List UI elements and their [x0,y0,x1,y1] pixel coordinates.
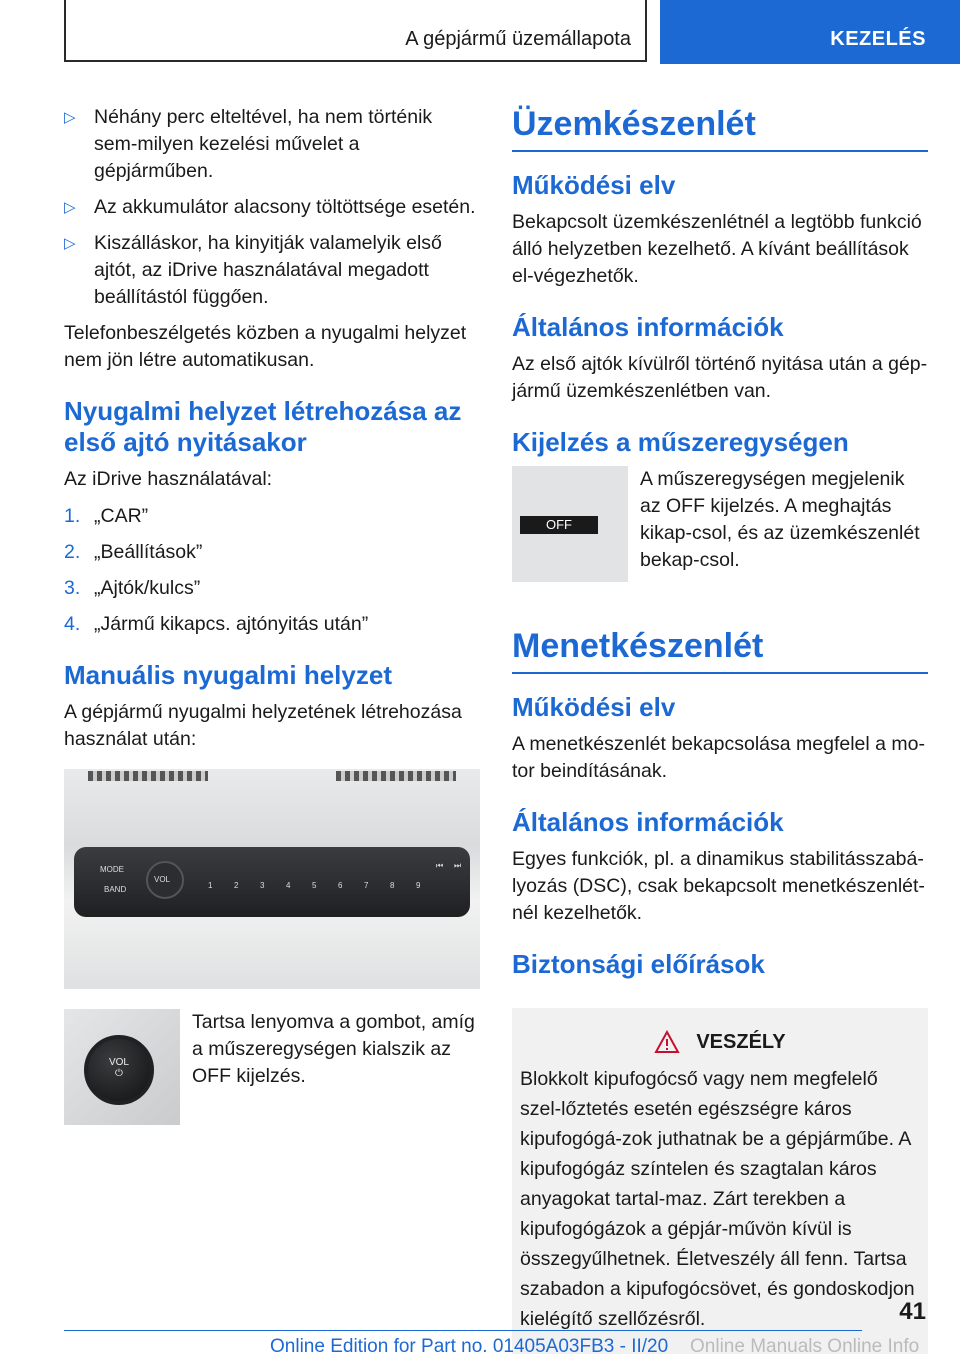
header-title: A gépjármű üzemállapota [405,28,631,50]
preset-key: 6 [338,881,343,890]
danger-text: Blokkolt kipufogócső vagy nem megfelelő szel-lőztetés esetén egészségre káros kipufogógá-zok juthatnak be a gépjárműbe. A kipufogógáz színtelen és szagtalan káros anyagokat tartal-maz. Zárt terekben a kipufogógázok a gépjár-művön kívül is összegyűlhetnek. Életveszély áll fenn. Tartsa szabadon a kipufogócsövet, és gondoskodjon kielégítő szellőzésről. [520,1068,915,1330]
step-item: 2. „Beállítások” [64,541,203,563]
watermark: Online Manuals Online Info [690,1336,920,1357]
danger-header [520,1030,920,1054]
bullet-item: ▷ Az akkumulátor alacsony töltöttsége esetén. [64,194,480,221]
bullet-list [64,104,480,311]
header-section-box [660,0,960,64]
triangle-bullet-icon: ▷ [64,109,76,126]
heading-general-1: Általános információk [512,312,784,342]
preset-key: 3 [260,881,265,890]
mode-key: MODE [100,865,124,874]
general-1-text: Az első ajtók kívülről történő nyitása után a gép-jármű üzemkészenlétben van. [512,353,928,402]
header-title-box [64,0,647,62]
heading-display: Kijelzés a műszeregységen [512,427,849,457]
manual-sleep-text: A gépjármű nyugalmi helyzetének létrehozása használat után: [64,701,462,750]
off-badge: OFF [520,516,598,534]
band-key: BAND [104,885,127,894]
left-column [64,104,480,1125]
vol-key: VOL [154,875,171,884]
heading-manual-sleep: Manuális nyugalmi helyzet [64,660,392,690]
step-item: 4. „Jármű kikapcs. ajtónyitás után” [64,613,369,635]
off-display-image [512,466,628,582]
page-number: 41 [899,1298,926,1325]
heading-principle-1: Működési elv [512,170,676,200]
air-vent [88,771,208,781]
preset-key: 1 [208,881,213,890]
step-item: 3. „Ajtók/kulcs” [64,577,201,599]
warning-triangle-icon [654,1030,680,1054]
preset-key: 5 [312,881,317,890]
principle-2-text: A menetkészenlét bekapcsolása megfelel a mo-tor beindításának. [512,733,925,782]
preset-key: 2 [234,881,239,890]
bullet-item: ▷ Néhány perc elteltével, ha nem történik sem-milyen kezelési művelet a gépjárműben. [64,106,433,182]
volume-knob-photo [64,1009,180,1125]
danger-title: VESZÉLY [696,1030,786,1053]
next-track-key: ⏭ [454,861,462,870]
heading-general-2: Általános információk [512,807,784,837]
heading-principle-2: Működési elv [512,692,676,722]
footer-divider [64,1330,862,1331]
heading-drive-ready: Menetkészenlét [512,626,928,674]
knob-instruction-text: Tartsa lenyomva a gombot, amíg a műszeregységen kialszik az OFF kijelzés. [192,1011,475,1087]
general-2-text: Egyes funkciók, pl. a dinamikus stabilitásszabá-lyozás (DSC), csak bekapcsolt menetkészenlét-nél kezelhetők. [512,848,925,924]
preset-key: 8 [390,881,395,890]
right-column [512,104,928,1354]
step-item: 1. „CAR” [64,505,149,527]
principle-1-text: Bekapcsolt üzemkészenlétnél a legtöbb funkció álló helyzetben kezelhető. A kívánt beállítások el-végezhetők. [512,211,922,287]
heading-sleep-door: Nyugalmi helyzet létrehozása az első ajtó nyitásakor [64,396,462,457]
footer-edition: Online Edition for Part no. 01405A03FB3 - II/20 [270,1336,669,1357]
air-vent [336,771,456,781]
idrive-intro: Az iDrive használatával: [64,468,273,490]
display-text: A műszeregységen megjelenik az OFF kijelzés. A meghajtás kikap-csol, és az üzemkészenlét bekap-csol. [640,468,920,571]
preset-key: 7 [364,881,369,890]
display-row [512,466,928,582]
dashboard-photo [64,769,480,989]
heading-standby: Üzemkészenlét [512,104,928,152]
bullet-item: ▷ Kiszálláskor, ha kinyitják valamelyik első ajtót, az iDrive használatával megadott beállítástól függően. [64,232,442,308]
step-list [64,503,480,638]
power-knob: VOL ⏻ [84,1035,154,1105]
triangle-bullet-icon: ▷ [64,199,76,216]
header-section: KEZELÉS [830,28,926,50]
prev-track-key: ⏮ [436,861,444,870]
heading-safety: Biztonsági előírások [512,949,765,979]
radio-panel [74,847,470,917]
power-icon: ⏻ [115,1068,123,1079]
triangle-bullet-icon: ▷ [64,235,76,252]
preset-key: 9 [416,881,421,890]
knob-instruction-row [64,1009,480,1125]
danger-box [512,1008,928,1354]
phone-call-note: Telefonbeszélgetés közben a nyugalmi helyzet nem jön létre automatikusan. [64,322,467,371]
preset-key: 4 [286,881,291,890]
